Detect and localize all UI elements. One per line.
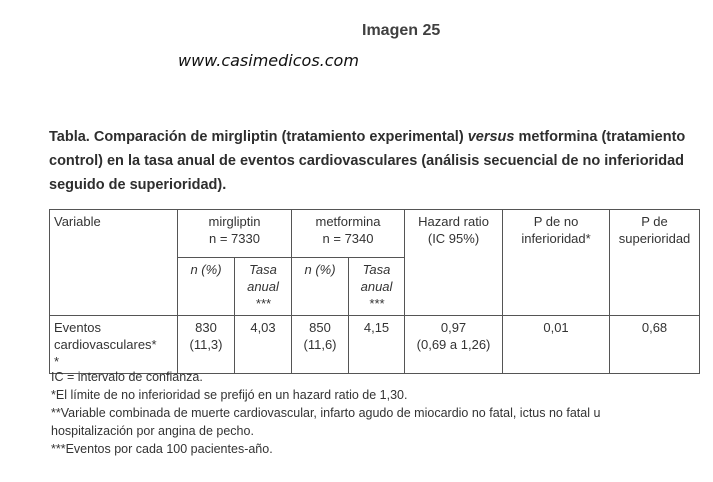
subheader-met-n-pct: n (%) xyxy=(292,258,349,316)
row-met-tasa: 4,15 xyxy=(349,316,405,374)
table-header-row xyxy=(50,210,700,258)
website-url: www.casimedicos.com xyxy=(178,51,359,70)
row-hazard-ratio: 0,97 (0,69 a 1,26) xyxy=(405,316,503,374)
subheader-mir-n-pct: n (%) xyxy=(178,258,235,316)
row-p-noinferioridad: 0,01 xyxy=(503,316,610,374)
header-metformina: metformina n = 7340 xyxy=(292,210,405,258)
footnote-noinferioridad: *El límite de no inferioridad se prefijó en un hazard ratio de 1,30. xyxy=(51,388,408,402)
image-title: Imagen 25 xyxy=(362,22,441,39)
row-variable: Eventos cardiovasculares* * xyxy=(50,316,178,374)
caption-part-2: metformina (tratamiento control) en la tasa anual de eventos cardiovasculares (análisis secuencial de no inferioridad seguido de superioridad). xyxy=(49,129,686,193)
table-caption xyxy=(49,125,689,197)
header-variable: Variable xyxy=(50,210,178,316)
footnote-ic: IC = intervalo de confianza. xyxy=(51,370,203,384)
comparison-table xyxy=(49,209,700,374)
table-row xyxy=(50,316,700,374)
row-mir-n: 830 (11,3) xyxy=(178,316,235,374)
footnote-variable-combinada: **Variable combinada de muerte cardiovascular, infarto agudo de miocardio no fatal, ictus no fatal u xyxy=(51,406,601,420)
footnote-variable-combinada-cont: hospitalización por angina de pecho. xyxy=(51,424,254,438)
subheader-mir-tasa: Tasa anual *** xyxy=(235,258,292,316)
header-mirgliptin: mirgliptin n = 7330 xyxy=(178,210,292,258)
footnote-eventos: ***Eventos por cada 100 pacientes-año. xyxy=(51,442,273,456)
caption-part-1: Tabla. Comparación de mirgliptin (tratamiento experimental) xyxy=(49,129,468,145)
caption-italic: versus xyxy=(467,129,515,145)
row-met-n: 850 (11,6) xyxy=(292,316,349,374)
subheader-met-tasa: Tasa anual *** xyxy=(349,258,405,316)
header-hazard-ratio: Hazard ratio (IC 95%) xyxy=(405,210,503,316)
row-mir-tasa: 4,03 xyxy=(235,316,292,374)
header-p-noinferioridad: P de no inferioridad* xyxy=(503,210,610,316)
row-p-superioridad: 0,68 xyxy=(610,316,700,374)
header-p-superioridad: P de superioridad xyxy=(610,210,700,316)
table-footnotes xyxy=(51,368,701,458)
